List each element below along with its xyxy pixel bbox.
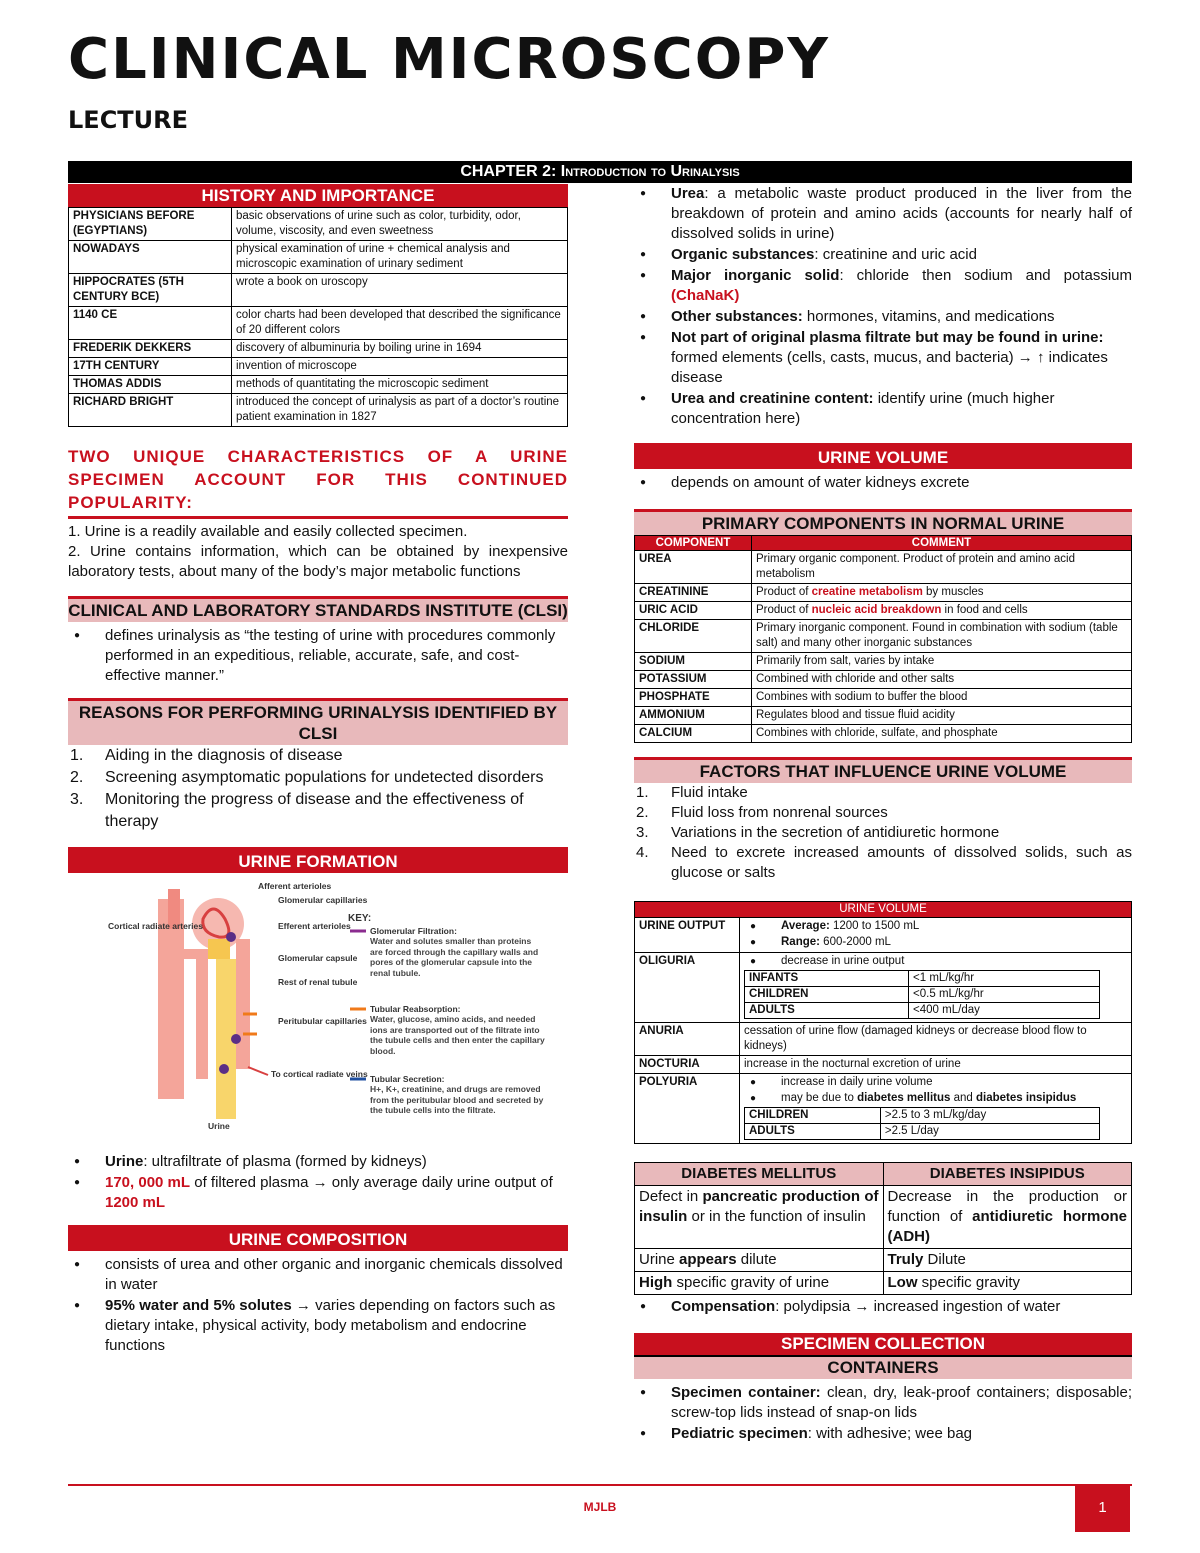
containers-heading: CONTAINERS [634, 1357, 1132, 1379]
list-item: 3. Monitoring the progress of disease and the effectiveness of therapy [70, 791, 524, 830]
table-row [635, 620, 1132, 653]
list-item: 2. Fluid loss from nonrenal sources [636, 804, 888, 821]
left-column [68, 184, 568, 1357]
diagram-label: Glomerular capillaries [278, 895, 368, 905]
diagram-label: Peritubular capillaries [278, 1016, 367, 1026]
table-row [69, 208, 568, 241]
table-row [69, 340, 568, 358]
history-value: wrote a book on uroscopy [232, 274, 568, 307]
history-key: THOMAS ADDIS [69, 376, 232, 394]
urine-volume-table: URINE VOLUME URINE OUTPUT ● Average: 1200 to 1500 mL ● Range: 600-2000 mL OLIGURIA ● decrease in urine output INFANTS <1 mL/kg/hr CHILDREN <0.5 mL/kg/hr ADULTS <400 mL/day ANURIA cessation of urine flow (damaged kidneys or decrease blood flow to kidneys) NOCTURIA increase in the nocturnal excretion of urine POLYURIA ● increase in daily urine volume ● may be due to diabetes mellitus and diabetes insipidus CHILDREN >2.5 to 3 mL/kg/day ADULTS >2.5 L/day [634, 901, 1132, 1144]
table-row [69, 307, 568, 340]
svg-text:Glomerular Filtration:: Glomerular Filtration: [370, 926, 457, 936]
component-name: URIC ACID [635, 602, 752, 620]
history-key: 17TH CENTURY [69, 358, 232, 376]
table-row [635, 551, 1132, 584]
diagram-key-text: Water and solutes smaller than proteins are forced through the capillary walls and pores of the glomerular capsule into the renal tubule. [370, 936, 539, 978]
list-item: ● Urea and creatinine content: identify urine (much higher concentration here) [634, 389, 1132, 429]
table-row [635, 584, 1132, 602]
list-item: ● Urea: a metabolic waste product produced in the liver from the breakdown of protein and amino acids (accounts for nearly half of dissolved solids in urine) [634, 184, 1132, 244]
history-value: basic observations of urine such as color, turbidity, odor, volume, viscosity, and even sweetness [232, 208, 568, 241]
list-item: 4. Need to excrete increased amounts of dissolved solids, such as glucose or salts [636, 844, 1132, 881]
list-item: 3. Variations in the secretion of antidiuretic hormone [636, 824, 1000, 841]
right-column [634, 184, 1132, 1445]
diabetes-table: DIABETES MELLITUS DIABETES INSIPIDUS Defect in pancreatic production of insulin or in the function of insulin Decrease in the production or function of antidiuretic hormone (ADH) Urine appears dilute Truly Dilute High specific gravity of urine Low specific gravity [634, 1162, 1132, 1295]
column-header: COMMENT [752, 536, 1132, 551]
list-item: ● Specimen container: clean, dry, leak-proof containers; disposable; screw-top lids instead of snap-on lids [634, 1383, 1132, 1423]
specimen-heading: SPECIMEN COLLECTION [634, 1333, 1132, 1357]
component-comment: Product of creatine metabolism by muscles [752, 584, 1132, 602]
table-row [635, 689, 1132, 707]
history-value: color charts had been developed that described the significance of 20 different colors [232, 307, 568, 340]
table-row [69, 376, 568, 394]
diagram-label: Cortical radiate arteries [108, 921, 203, 931]
diagram-label: Glomerular capsule [278, 953, 358, 963]
list-item: ● Pediatric specimen: with adhesive; wee bag [634, 1424, 1132, 1444]
table-row [635, 671, 1132, 689]
component-comment: Combined with chloride and other salts [752, 671, 1132, 689]
list-item: ● consists of urea and other organic and inorganic chemicals dissolved in water [68, 1255, 568, 1295]
list-item: ● Urine: ultrafiltrate of plasma (formed by kidneys) [68, 1152, 568, 1172]
history-value: discovery of albuminuria by boiling urine in 1694 [232, 340, 568, 358]
list-item: ● Major inorganic solid: chloride then sodium and potassium (ChaNaK) [634, 266, 1132, 306]
composition-heading: URINE COMPOSITION [68, 1225, 568, 1251]
component-name: AMMONIUM [635, 707, 752, 725]
footer-rule [68, 1484, 1132, 1486]
list-item: ● Organic substances: creatinine and uric acid [634, 245, 1132, 265]
unique-point-2: 2. Urine contains information, which can be obtained by inexpensive laboratory tests, about many of the body’s major metabolic functions [68, 543, 568, 580]
list-item: 2. Screening asymptomatic populations for undetected disorders [70, 769, 544, 786]
footer-initials: MJLB [583, 1500, 617, 1514]
list-item: ● Not part of original plasma filtrate but may be found in urine: formed elements (cells, casts, mucus, and bacteria) → ↑ indicates disease [634, 328, 1132, 388]
history-value: physical examination of urine + chemical analysis and microscopic examination of urinary sediment [232, 241, 568, 274]
clsi-heading: CLINICAL AND LABORATORY STANDARDS INSTITUTE (CLSI) [68, 596, 568, 622]
clsi-definition: ● defines urinalysis as “the testing of urine with procedures commonly performed in an expeditious, reliable, accurate, safe, and cost-effective manner.” [68, 626, 568, 686]
uv-key: URINE OUTPUT [635, 918, 740, 953]
uv-key: NOCTURIA [635, 1056, 740, 1074]
history-key: NOWADAYS [69, 241, 232, 274]
list-item: ● Other substances: hormones, vitamins, and medications [634, 307, 1132, 327]
component-comment: Combines with chloride, sulfate, and phosphate [752, 725, 1132, 743]
chapter-prefix: CHAPTER 2: [460, 163, 557, 180]
component-comment: Product of nucleic acid breakdown in food and cells [752, 602, 1132, 620]
primary-components-table [634, 535, 1132, 743]
uv-heading: URINE VOLUME [635, 902, 1132, 918]
page-title: CLINICAL MICROSCOPY [68, 27, 830, 92]
column-header: DIABETES MELLITUS [635, 1163, 884, 1186]
unique-heading: TWO UNIQUE CHARACTERISTICS OF A URINE SPECIMEN ACCOUNT FOR THIS CONTINUED POPULARITY: [68, 445, 568, 519]
table-row [635, 602, 1132, 620]
diagram-key-text: H+, K+, creatinine, and drugs are removed from the peritubular blood and secreted by the tubule cells into the filtrate. [370, 1084, 544, 1115]
unique-point-1: 1. Urine is a readily available and easily collected specimen. [68, 523, 468, 540]
svg-text:KEY:: KEY: [348, 913, 372, 924]
component-name: UREA [635, 551, 752, 584]
formation-heading: URINE FORMATION [68, 847, 568, 873]
component-name: CREATININE [635, 584, 752, 602]
oliguria-table: INFANTS <1 mL/kg/hr CHILDREN <0.5 mL/kg/hr ADULTS <400 mL/day [744, 970, 1100, 1019]
component-name: POTASSIUM [635, 671, 752, 689]
list-item: 1. Aiding in the diagnosis of disease [70, 747, 343, 764]
column-header: COMPONENT [635, 536, 752, 551]
uv-key: OLIGURIA [635, 953, 740, 1023]
volume-heading: URINE VOLUME [634, 443, 1132, 469]
history-heading: HISTORY AND IMPORTANCE [68, 184, 568, 207]
uv-key: POLYURIA [635, 1074, 740, 1144]
history-key: RICHARD BRIGHT [69, 394, 232, 427]
history-value: methods of quantitating the microscopic sediment [232, 376, 568, 394]
diagram-label: Afferent arterioles [258, 881, 332, 891]
component-name: CALCIUM [635, 725, 752, 743]
list-item: ● 95% water and 5% solutes → varies depending on factors such as dietary intake, physical activity, body metabolism and endocrine functions [68, 1296, 568, 1356]
table-row [69, 274, 568, 307]
history-value: introduced the concept of urinalysis as part of a doctor’s routine patient examination in 1827 [232, 394, 568, 427]
table-row [635, 725, 1132, 743]
component-comment: Primary inorganic component. Found in combination with sodium (table salt) and many other inorganic substances [752, 620, 1132, 653]
reasons-list [68, 745, 568, 833]
diagram-label: Rest of renal tubule [278, 977, 358, 987]
table-row [69, 394, 568, 427]
column-header: DIABETES INSIPIDUS [883, 1163, 1132, 1186]
list-item: ● depends on amount of water kidneys excrete [634, 473, 1132, 493]
table-row [635, 707, 1132, 725]
uv-key: ANURIA [635, 1023, 740, 1056]
list-item: 1. Fluid intake [636, 784, 748, 801]
chapter-bar [68, 161, 1132, 183]
table-row [635, 653, 1132, 671]
history-value: invention of microscope [232, 358, 568, 376]
chapter-name: Introduction to Urinalysis [560, 163, 740, 180]
list-item: ● Compensation: polydipsia → increased ingestion of water [634, 1297, 1132, 1317]
component-name: CHLORIDE [635, 620, 752, 653]
factors-list [634, 783, 1132, 883]
polyuria-table: CHILDREN >2.5 to 3 mL/kg/day ADULTS >2.5 L/day [744, 1107, 1100, 1140]
table-row [69, 241, 568, 274]
history-key: FREDERIK DEKKERS [69, 340, 232, 358]
diagram-key-text: Water, glucose, amino acids, and needed ions are transported out of the filtrate into the tubule cells and then enter the capillary blood. [370, 1014, 545, 1056]
diagram-label: Urine [208, 1121, 230, 1131]
page-subtitle: LECTURE [68, 106, 189, 134]
component-comment: Primary organic component. Product of protein and amino acid metabolism [752, 551, 1132, 584]
history-key: 1140 CE [69, 307, 232, 340]
page-number: 1 [1075, 1484, 1130, 1532]
table-row [69, 358, 568, 376]
component-name: SODIUM [635, 653, 752, 671]
component-comment: Regulates blood and tissue fluid acidity [752, 707, 1132, 725]
diagram-label: To cortical radiate veins [271, 1069, 368, 1079]
history-table [68, 207, 568, 427]
svg-text:Tubular Reabsorption:: Tubular Reabsorption: [370, 1004, 461, 1014]
nephron-diagram [108, 879, 548, 1137]
factors-heading: FACTORS THAT INFLUENCE URINE VOLUME [634, 757, 1132, 783]
history-key: PHYSICIANS BEFORE (EGYPTIANS) [69, 208, 232, 241]
component-comment: Primarily from salt, varies by intake [752, 653, 1132, 671]
history-key: HIPPOCRATES (5TH CENTURY BCE) [69, 274, 232, 307]
list-item: ● 170, 000 mL of filtered plasma → only average daily urine output of 1200 mL [68, 1173, 568, 1213]
component-comment: Combines with sodium to buffer the blood [752, 689, 1132, 707]
primary-heading: PRIMARY COMPONENTS IN NORMAL URINE [634, 509, 1132, 535]
reasons-heading: REASONS FOR PERFORMING URINALYSIS IDENTIFIED BY CLSI [68, 698, 568, 745]
component-name: PHOSPHATE [635, 689, 752, 707]
svg-text:Tubular Secretion:: Tubular Secretion: [370, 1074, 445, 1084]
diagram-label: Efferent arterioles [278, 921, 351, 931]
